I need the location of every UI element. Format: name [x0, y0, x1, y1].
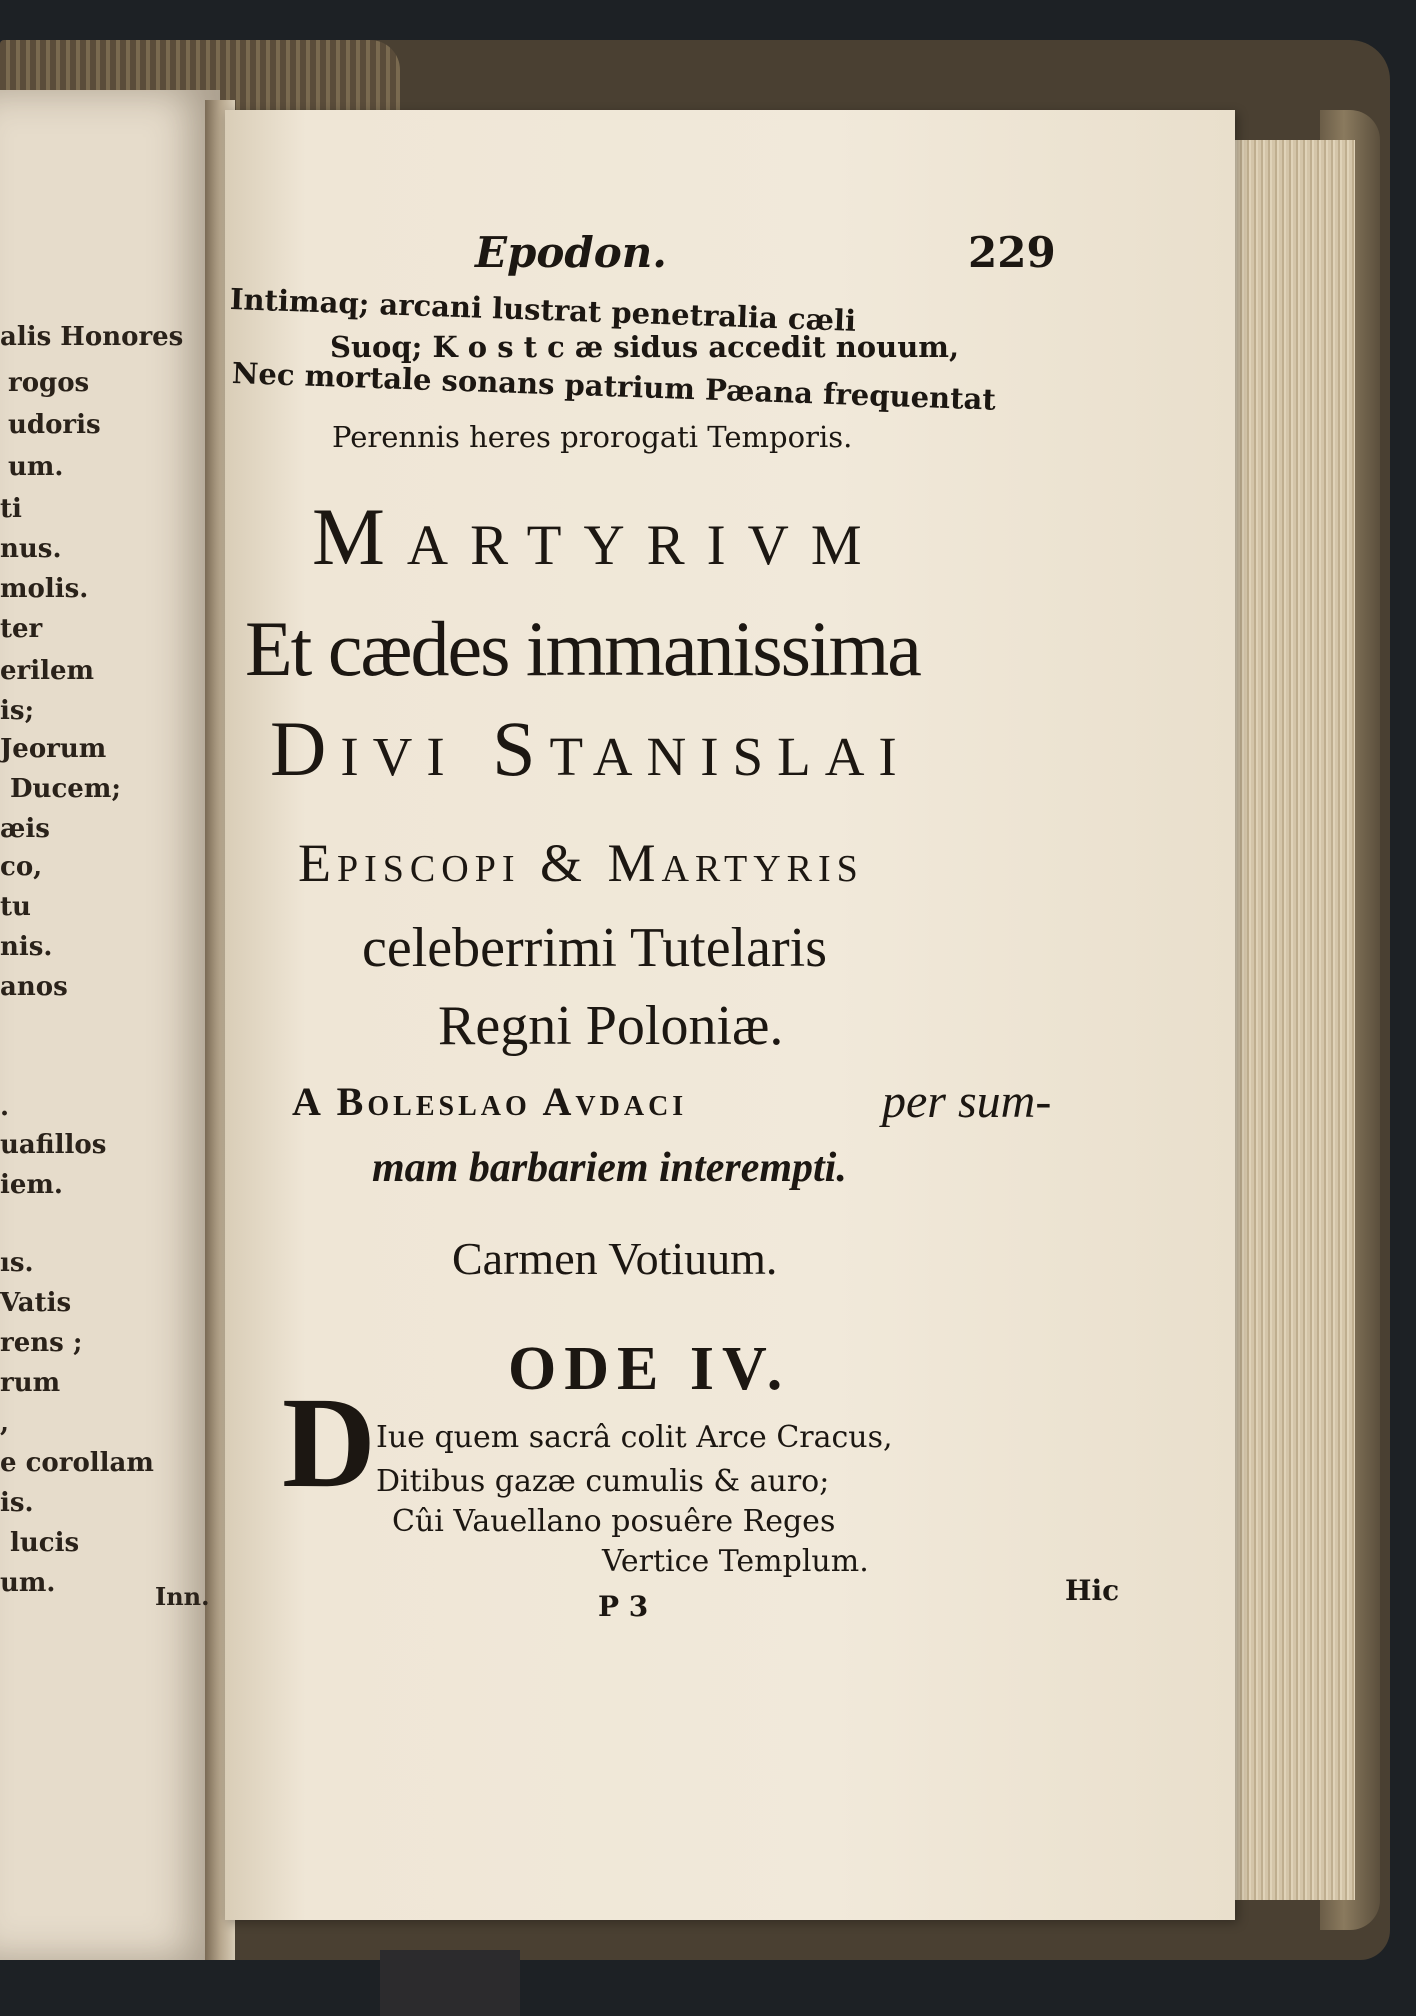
left-line: e corollam	[0, 1448, 154, 1478]
left-line: ,	[0, 1408, 10, 1438]
left-line: um.	[0, 1568, 56, 1598]
left-line: ti	[0, 494, 22, 524]
catchword: Hic	[1065, 1574, 1120, 1607]
left-line: erilem	[0, 656, 95, 686]
verse-line: Suoq; K o s t c æ sidus accedit nouum,	[330, 330, 960, 364]
verse-line: Intimaq; arcani lustrat penetralia cæli	[229, 282, 857, 338]
verse-line: Nec mortale sonans patrium Pæana frequentat	[231, 356, 997, 417]
bookmark-ribbon	[380, 1950, 520, 2016]
ode-line: Ditibus gazæ cumulis & auro;	[376, 1464, 830, 1499]
title-per-sum: per sum-	[882, 1075, 1052, 1128]
left-line: is.	[0, 1488, 34, 1518]
left-line: Jeorum	[0, 734, 107, 764]
title-martyrium: Martyrivm	[312, 491, 884, 582]
left-line: rens ;	[0, 1328, 83, 1358]
verse-line: Perennis heres prorogati Temporis.	[332, 420, 853, 454]
title-episcopi: Episcopi & Martyris	[298, 833, 864, 893]
left-line: rogos	[8, 368, 90, 398]
subtitle-carmen: Carmen Votiuum.	[452, 1233, 778, 1284]
signature-mark: P 3	[598, 1590, 649, 1623]
ode-heading: ODE IV.	[508, 1335, 791, 1403]
left-line: Ducem;	[10, 774, 121, 804]
left-line: æis	[0, 814, 50, 844]
title-divi-stanislai: Divi Stanislai	[270, 705, 911, 792]
left-line: is;	[0, 696, 35, 726]
left-catchword: Inn.	[155, 1582, 210, 1611]
left-line: uafillos	[0, 1130, 107, 1160]
left-line: ter	[0, 614, 43, 644]
left-line: .	[0, 1092, 10, 1122]
left-line: anos	[0, 972, 68, 1002]
left-line: um.	[8, 452, 64, 482]
left-line: lucis	[10, 1528, 80, 1558]
left-line: molis.	[0, 574, 89, 604]
left-line: tu	[0, 892, 31, 922]
left-line: nus.	[0, 534, 62, 564]
ode-line: Cûi Vauellano posuêre Reges	[392, 1504, 836, 1539]
page-number: 229	[968, 228, 1056, 277]
left-line: udoris	[8, 410, 101, 440]
left-line: nis.	[0, 932, 53, 962]
left-line: alis Honores	[0, 322, 184, 352]
ode-line: Iue quem sacrâ colit Arce Cracus,	[376, 1420, 893, 1455]
drop-cap: D	[282, 1371, 376, 1515]
title-celeberrimi: celeberrimi Tutelaris	[362, 917, 828, 979]
left-line: co,	[0, 852, 43, 882]
left-line: rum	[0, 1368, 61, 1398]
title-barbariem: mam barbariem interempti.	[372, 1145, 847, 1191]
left-line: Vatis	[0, 1288, 72, 1318]
running-head: Epodon.	[475, 228, 667, 277]
title-boleslao: A Boleslao Avdaci	[292, 1079, 688, 1124]
left-line: ıs.	[0, 1248, 34, 1278]
ode-line: Vertice Templum.	[602, 1544, 869, 1579]
left-line: iem.	[0, 1170, 63, 1200]
title-regni-poloniae: Regni Poloniæ.	[438, 995, 784, 1057]
title-caedes: Et cædes immanissima	[245, 605, 920, 692]
page-block-edges	[1230, 140, 1355, 1900]
